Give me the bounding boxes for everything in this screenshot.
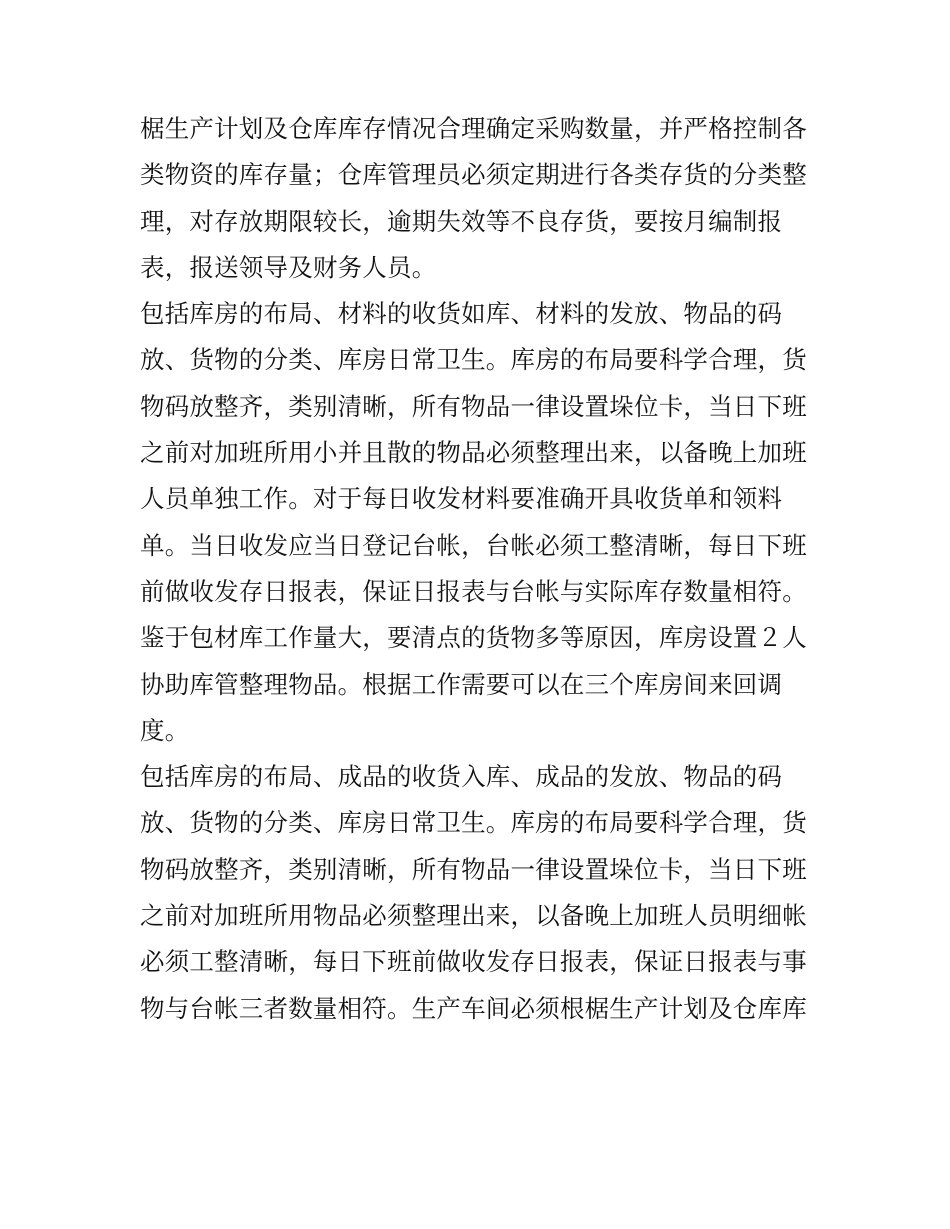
text-line: 之前对加班所用物品必须整理出来，以备晚上加班人员明细帐 (140, 901, 807, 931)
body-text (140, 106, 820, 1032)
text-line: 单。当日收发应当日登记台帐，台帐必须工整清晰，每日下班 (140, 530, 807, 560)
text-line: 放、货物的分类、库房日常卫生。库房的布局要科学合理，货 (140, 808, 807, 838)
text-line: 放、货物的分类、库房日常卫生。库房的布局要科学合理，货 (140, 345, 807, 375)
text-line: 之前对加班所用小并且散的物品必须整理出来，以备晚上加班 (140, 438, 807, 468)
text-line: 表，报送领导及财务人员。 (140, 252, 437, 282)
text-line: 包括库房的布局、成品的收货入库、成品的发放、物品的码 (140, 762, 783, 792)
text-line: 物与台帐三者数量相符。生产车间必须根椐生产计划及仓库库 (140, 993, 807, 1023)
text-line: 物码放整齐，类别清晰，所有物品一律设置垛位卡，当日下班 (140, 854, 807, 884)
text-line: 人员单独工作。对于每日收发材料要准确开具收货单和领料 (140, 484, 783, 514)
text-line: 包括库房的布局、材料的收货如库、材料的发放、物品的码 (140, 299, 783, 329)
text-line: 必须工整清晰，每日下班前做收发存日报表，保证日报表与事 (140, 947, 807, 977)
text-line: 前做收发存日报表，保证日报表与台帐与实际库存数量相符。 (140, 576, 807, 606)
text-line: 类物资的库存量；仓库管理员必须定期进行各类存货的分类整 (140, 160, 807, 190)
text-line: 物码放整齐，类别清晰，所有物品一律设置垛位卡，当日下班 (140, 391, 807, 421)
text-line: 协助库管整理物品。根据工作需要可以在三个库房间来回调 (140, 669, 783, 699)
text-line: 度。 (140, 715, 190, 745)
text-line: 椐生产计划及仓库库存情况合理确定采购数量，并严格控制各 (140, 114, 807, 143)
text-line: 理，对存放期限较长，逾期失效等不良存货，要按月编制报 (140, 206, 783, 236)
text-line: 鉴于包材库工作量大，要清点的货物多等原因，库房设置２人 (140, 623, 807, 653)
